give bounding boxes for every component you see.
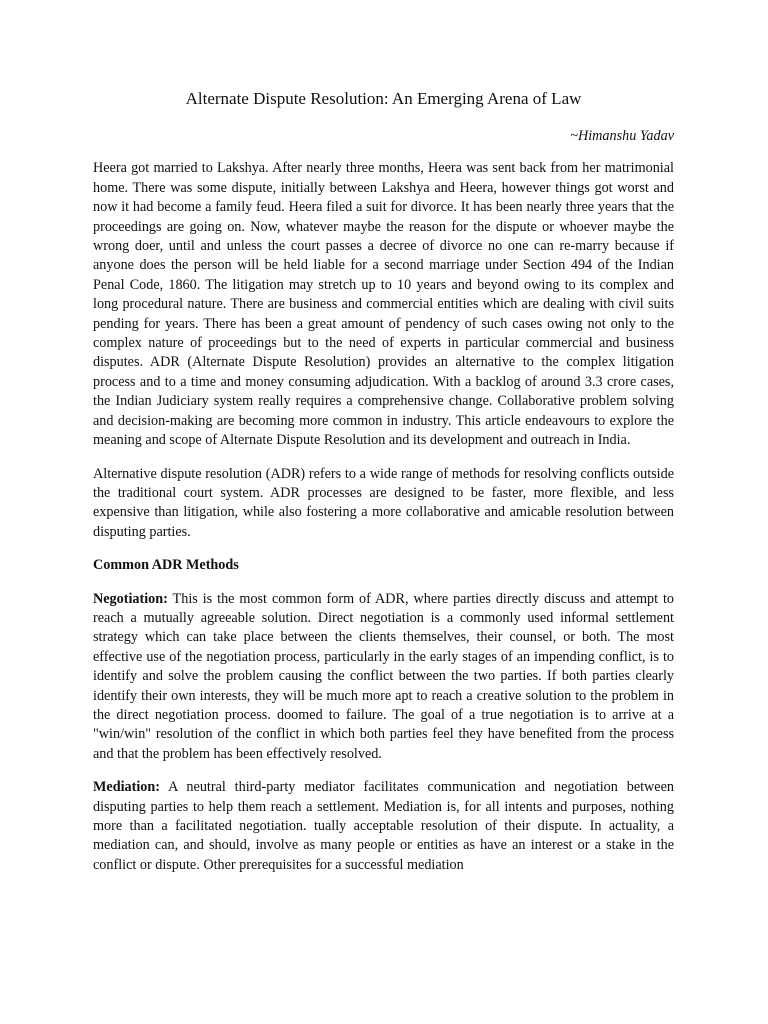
intro-paragraph: Heera got married to Lakshya. After nearly three months, Heera was sent back from her matrimonial home. There was some dispute, initially between Lakshya and Heera, however things got worst and now it had become a family feud. Heera filed a suit for divorce. It has been nearly three years that the proceedings are going on. Now, whatever maybe the reason for the dispute or whoever maybe the wrong doer, until and unless the court passes a decree of divorce no one can re-marry because if anyone does the person will be held liable for a second marriage under Section 494 of the Indian Penal Code, 1860. The litigation may stretch up to 10 years and beyond owing to its complex and long procedural nature. There are business and commercial entities which are dealing with civil suits pending for years. There has been a great amount of pendency of such cases owing not only to the complex nature of proceedings but to the need of experts in particular commercial and business disputes. ADR (Alternate Dispute Resolution) provides an alternative to the complex litigation process and to a time and money consuming adjudication. With a backlog of around 3.3 crore cases, the Indian Judiciary system really requires a comprehensive change. Collaborative problem solving and decision-making are becoming more common in industry. This article endeavours to explore the meaning and scope of Alternate Dispute Resolution and its development and outreach in India. — [93, 160, 674, 449]
document-page — [93, 88, 674, 889]
methods-heading: Common ADR Methods — [93, 557, 239, 574]
author-byline: ~Himanshu Yadav — [570, 128, 674, 144]
mediation-text: A neutral third-party mediator facilitates communication and negotiation between disputing parties to help them reach a settlement. Mediation is, for all intents and purposes, nothing more than a facilitated negotiation. tually acceptable resolution of their dispute. In actuality, a mediation can, and should, involve as many people or entities as have an interest or a stake in the conflict or dispute. Other prerequisites for a successful mediation — [93, 779, 674, 873]
mediation-paragraph — [93, 778, 674, 875]
document-title: Alternate Dispute Resolution: An Emerging Arena of Law — [185, 89, 582, 108]
definition-paragraph: Alternative dispute resolution (ADR) refers to a wide range of methods for resolving conflicts outside the traditional court system. ADR processes are designed to be faster, more flexible, and less expensive than litigation, while also fostering a more collaborative and amicable resolution between disputing parties. — [93, 465, 674, 540]
negotiation-label: Negotiation: — [93, 590, 168, 607]
mediation-label: Mediation: — [93, 779, 160, 796]
negotiation-paragraph — [93, 590, 674, 765]
negotiation-text: This is the most common form of ADR, where parties directly discuss and attempt to reach a mutually agreeable solution. Direct negotiation is a commonly used informal settlement strategy which can take place between the clients themselves, their counsel, or both. The most effective use of the negotiation process, particularly in the early stages of an impending conflict, is to identify and solve the problem causing the conflict between the two parties. If both parties clearly identify their own interests, they will be much more apt to reach a creative solution to the problem in the direct negotiation process. doomed to failure. The goal of a true negotiation is to arrive at a "win/win" resolution of the conflict in which both parties feel they have benefited from the process and that the problem has been effectively resolved. — [93, 590, 674, 762]
